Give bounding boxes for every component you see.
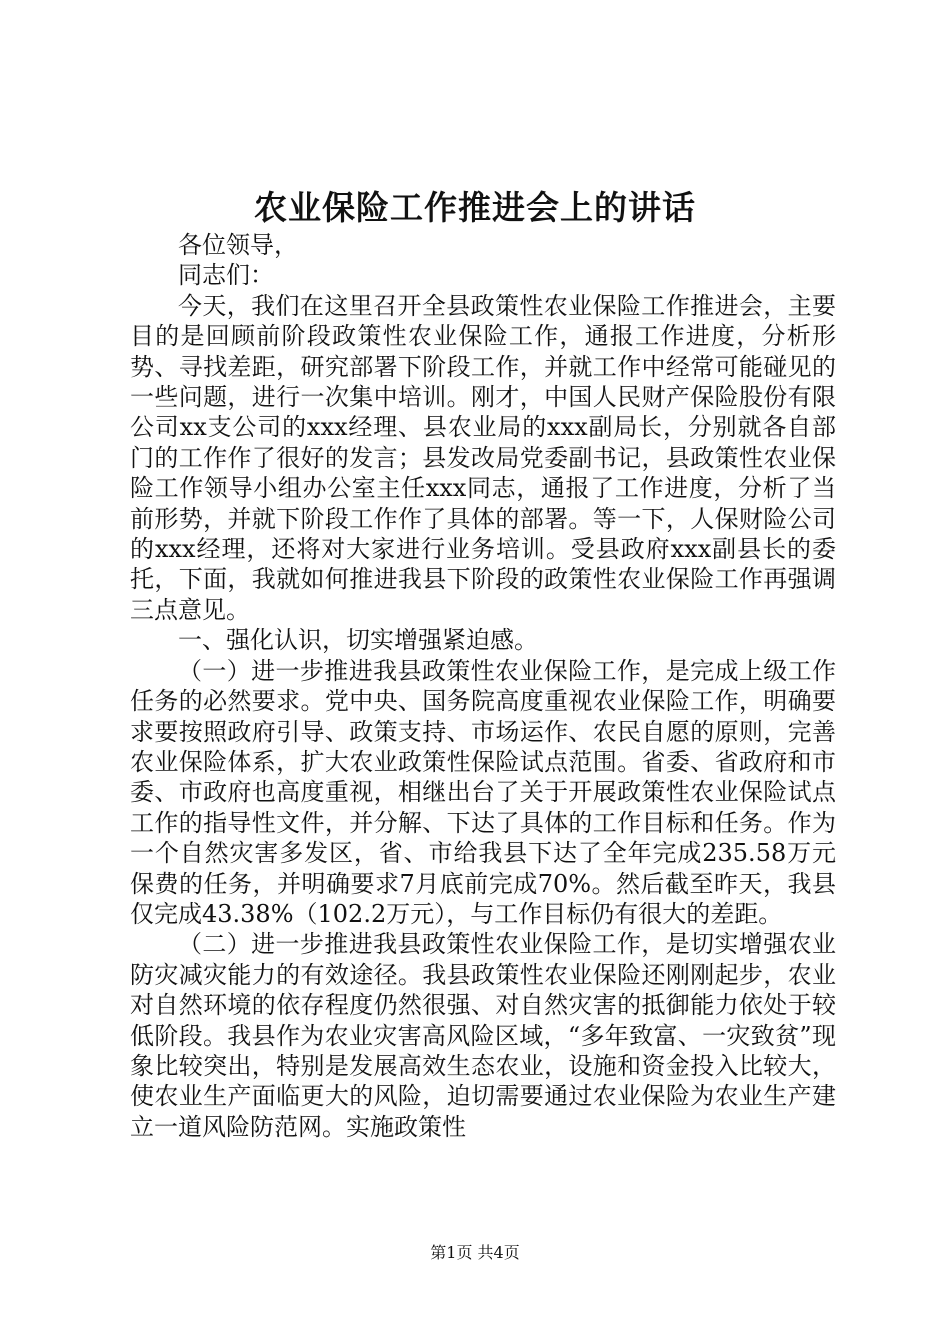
salutation-leaders: 各位领导，: [178, 231, 298, 259]
document-title: 农业保险工作推进会上的讲话: [254, 188, 696, 227]
paragraph-intro: 今天，我们在这里召开全县政策性农业保险工作推进会，主要目的是回顾前阶段政策性农业保险工作，通报工作进度，分析形势、寻找差距，研究部署下阶段工作，并就工作中经常可能碰见的一些问题，进行一次集中培训。刚才，中国人民财产保险股份有限公司xx支公司的xxx经理、县农业局的xxx副局长，分别就各自部门的工作作了很好的发言；县发改局党委副书记，县政策性农业保险工作领导小组办公室主任xxx同志，通报了工作进度，分析了当前形势，并就下阶段工作作了具体的部署。等一下，人保财险公司的xxx经理，还将对大家进行业务培训。受县政府xxx副县长的委托，下面，我就如何推进我县下阶段的政策性农业保险工作再强调三点意见。: [130, 291, 836, 624]
salutation-comrades: 同志们：: [178, 261, 274, 290]
paragraph-point-2: （二）进一步推进我县政策性农业保险工作，是切实增强农业防灾减灾能力的有效途径。我县政策性农业保险还刚刚起步，农业对自然环境的依存程度仍然很强、对自然灾害的抵御能力依处于较低阶段。我县作为农业灾害高风险区域，“多年致富、一灾致贫”现象比较突出，特别是发展高效生态农业，设施和资金投入比较大，使农业生产面临更大的风险，迫切需要通过农业保险为农业生产建立一道风险防范网。实施政策性: [130, 930, 836, 1141]
section-heading-1: 一、强化认识，切实增强紧迫感。: [178, 626, 538, 655]
paragraph-point-1: （一）进一步推进我县政策性农业保险工作，是完成上级工作任务的必然要求。党中央、国务院高度重视农业保险工作，明确要求要按照政府引导、政策支持、市场运作、农民自愿的原则，完善农业保险体系，扩大农业政策性保险试点范围。省委、省政府和市委、市政府也高度重视，相继出台了关于开展政策性农业保险试点工作的指导性文件，并分解、下达了具体的工作目标和任务。作为一个自然灾害多发区，省、市给我县下达了全年完成235.58万元保费的任务，并明确要求7月底前完成70%。然后截至昨天，我县仅完成43.38%（102.2万元），与工作目标仍有很大的差距。: [130, 656, 836, 928]
page-number-footer: 第1页 共4页: [430, 1243, 520, 1262]
document-body: [130, 230, 836, 1142]
